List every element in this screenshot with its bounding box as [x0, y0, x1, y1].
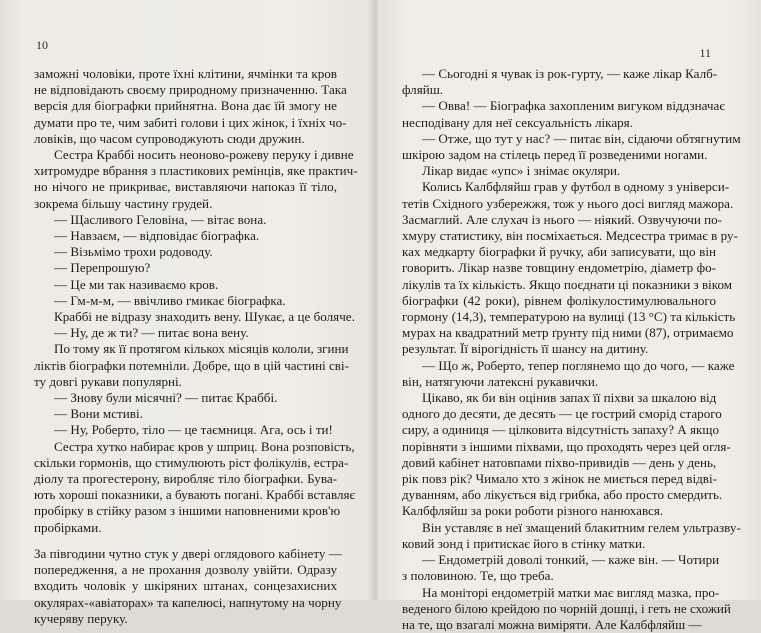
text-line: — Отже, що тут у нас? — питає він, сідаючи обтягнутим	[422, 130, 741, 146]
text-line: Колись Калбфляйш грав у футбол в одному з універси-	[422, 179, 730, 195]
right-page-text	[402, 66, 741, 633]
text-line: — Навзаєм, — відповідає біографка.	[54, 228, 260, 244]
text-line: Краббі не відразу знаходить вену. Шукає, а це боляче.	[54, 309, 355, 325]
text-line: ліктів біографки потемніли. Добре, що в цій частині сві-	[34, 357, 349, 373]
text-line: Засмаглий. Але слухач із нього — ніякий. Озвучуючи по-	[402, 211, 723, 227]
text-line: но нічого не прикриває, виставляючи напоказ її тіло,	[34, 179, 337, 195]
text-line: кучеряву перуку.	[34, 610, 128, 626]
text-line: — Візьмімо трохи родоводу.	[54, 244, 213, 260]
text-line: зокрема більшу частину грудей.	[34, 195, 213, 211]
text-line: По тому як її протягом кількох місяців кололи, згини	[54, 341, 349, 357]
text-line: Калбфляйш за роки роботи різного нанюхався.	[402, 503, 664, 519]
text-line: тетів Східного узбережжя, тож у нього досі вигляд мажора.	[402, 195, 734, 211]
text-line: — Ендометрій доволі тонкий, — каже він. — Чотири	[422, 552, 720, 568]
text-line: Він уставляє в неї змащений блакитним гелем ультразву-	[422, 519, 741, 535]
text-line: пробірку в стійку разом з іншими наповненими кров'ю	[34, 503, 341, 519]
text-line: хитромудре вбрання з пластикових ремінців, яке практич-	[34, 163, 358, 179]
text-line: дуванням, або лікується від грибка, або просто смердить.	[402, 487, 723, 503]
text-line: — Щасливого Геловіна, — вітає вона.	[54, 211, 267, 227]
text-line: веденого білою крейдою по чорній дошці, і геть не схожий	[402, 600, 731, 616]
text-line: — Перепрошую?	[54, 260, 151, 276]
text-line: — Овва! — Біографка захопленим вигуком віддзначає	[422, 98, 725, 114]
text-line: гормону (14,3), температурою на вулиці (13 °C) та кількість	[402, 309, 736, 325]
text-line: — Гм-м-м, — ввічливо гмикає біографка.	[54, 292, 286, 308]
text-line: говорить. Лікар назве товщину ендометрію, діаметр фо-	[402, 260, 716, 276]
text-line: порівняти з іншими піхвами, що проходять через цей огля-	[402, 438, 731, 454]
page-number-right: 11	[699, 46, 711, 60]
text-line: версія для біографки прийнятна. Вона дає їй змогу не	[34, 98, 337, 114]
text-line: скільки гормонів, що стимулюють ріст фолікулів, естра-	[34, 454, 349, 470]
text-line: несподівану для неї сексуальність лікаря.	[402, 114, 633, 130]
text-line: — Що ж, Роберто, тепер поглянемо що до чого, — каже	[422, 357, 735, 373]
text-line: ках медкарту біографки й ручку, аби записувати, що він	[402, 244, 716, 260]
text-line: не відповідають своєму природному призначенню. Така	[34, 82, 347, 98]
text-line: хмуру статистику, він посміхається. Медсестра тримає в ру-	[402, 228, 738, 244]
text-line: з половиною. Те, що треба.	[402, 568, 554, 584]
text-line: шкірою задом на стілець перед її розведеними ногами.	[402, 147, 708, 163]
text-line: — Це ми так називаємо кров.	[54, 276, 219, 292]
left-page-text	[34, 66, 358, 627]
text-line: заможні чоловіки, проте їхні клітини, ячмінки та кров	[34, 66, 337, 81]
text-line: біографки (42 роки), рівнем фолікулостимулювального	[402, 292, 716, 308]
text-line: Лікар видає «упс» і знімає окуляри.	[422, 163, 621, 179]
right-page	[378, 0, 761, 632]
text-line: лікулів та їх кількість. Якщо поєднати ці показники з віком	[402, 276, 733, 292]
text-line: думати про те, чим забиті голови і цих жінок, і їхніх чо-	[34, 114, 347, 130]
text-line: За півгодини чутно стук у двері оглядового кабінету —	[34, 545, 342, 561]
text-line: ту довгі рукави популярні.	[34, 373, 182, 389]
text-line: — Знову були місячні? — питає Краббі.	[54, 390, 278, 406]
text-line: ловіків, що часом супроводжують сюди дружин.	[34, 130, 305, 146]
text-line: окулярах-«авіаторах» та капелюсі, напнутому на чорну	[34, 594, 342, 610]
left-page	[0, 0, 372, 626]
text-line: фляйш.	[402, 82, 444, 98]
text-line: Сестра хутко набирає кров у шприц. Вона розповість,	[54, 438, 355, 454]
text-line: пробірками.	[34, 519, 102, 535]
text-line: Цікаво, як би він оцінив запах її піхви за шкалою від	[422, 390, 717, 406]
text-line: рік повз рік? Чимало хто з жінок не миється перед відві-	[402, 471, 717, 487]
page-number-left: 10	[36, 38, 48, 52]
text-line: сиру, а одиниця — цілковита відсутність запаху? А якщо	[402, 422, 720, 438]
text-line: Сестра Краббі носить неоново-рожеву перуку і дивне	[54, 147, 354, 163]
text-line: — Сьогодні я чувак із рок-гурту, — каже лікар Калб-	[422, 66, 718, 81]
text-line: діолу та прогестерону, виробляє тіло біографки. Бува-	[34, 471, 337, 487]
text-line: він, натягуючи латексні рукавички.	[402, 373, 599, 389]
text-line: ють хороші показники, а бувають погані. Краббі вставляє	[34, 487, 356, 503]
text-line: — Вони мстиві.	[54, 406, 143, 422]
text-line: на те, що взагалі можна виміряти. Але Калбфляйш —	[402, 616, 702, 632]
text-line: — Ну, Роберто, тіло — це таємниця. Ага, ось і ти!	[54, 422, 333, 438]
text-line: ковий зонд і притискає його в стінку матки.	[402, 535, 646, 551]
text-line: На моніторі ендометрій матки має вигляд мазка, про-	[422, 584, 720, 600]
text-line: результат. Її вірогідність її шансу на дитину.	[402, 341, 649, 357]
paragraph-gap	[34, 536, 337, 546]
text-line: мурах на квадратний метр ґрунту під ними (87), отримаємо	[402, 325, 734, 341]
text-line: одного до десяти, де десять — це гострий сморід старого	[402, 406, 722, 422]
text-line: входить чоловік у шкіряних штанах, сонцезахисних	[34, 578, 337, 594]
text-line: — Ну, де ж ти? — питає вона вену.	[54, 325, 249, 341]
text-line: попередження, а не прохання дозволу увійти. Одразу	[34, 562, 337, 578]
text-line: довий кабінет натовпами піхво-привидів — день у день,	[402, 454, 717, 470]
